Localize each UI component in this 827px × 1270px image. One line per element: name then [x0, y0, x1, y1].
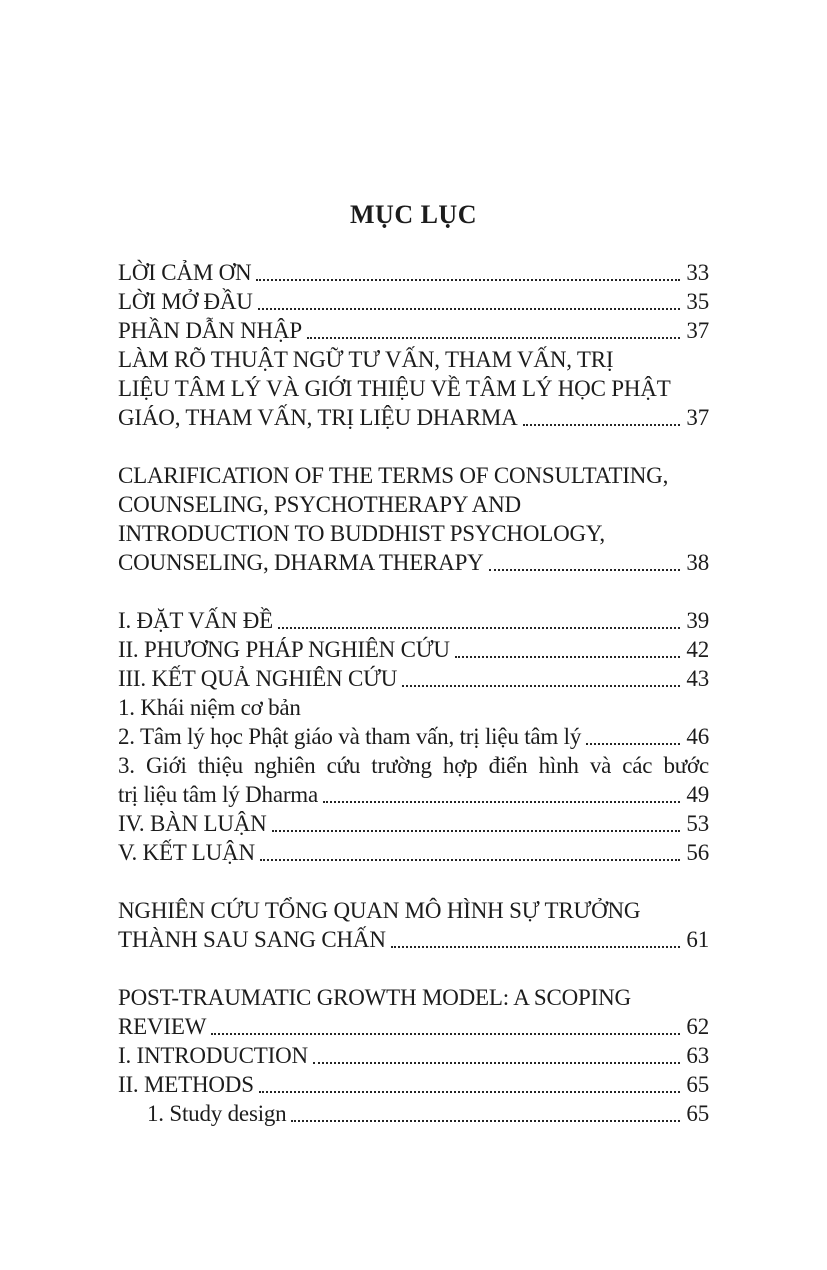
- dot-leader: [391, 946, 681, 948]
- toc-entry-text: II. METHODS: [118, 1072, 254, 1097]
- toc-entry: [118, 548, 709, 577]
- toc-entry-text: trị liệu tâm lý Dharma: [118, 782, 318, 807]
- dot-leader: [259, 1091, 681, 1093]
- toc-entry-page: 56: [686, 840, 709, 865]
- dot-leader: [586, 743, 680, 745]
- toc-entry: [118, 780, 709, 809]
- toc-entry-page: 46: [686, 724, 709, 749]
- toc-entry-text: LÀM RÕ THUẬT NGỮ TƯ VẤN, THAM VẤN, TRỊ: [118, 347, 614, 372]
- dot-leader: [523, 424, 681, 426]
- toc-entry-page: 35: [686, 289, 709, 314]
- toc-entry: [118, 606, 709, 635]
- dot-leader: [211, 1033, 680, 1035]
- dot-leader: [307, 337, 680, 339]
- toc-entry: [118, 1070, 709, 1099]
- toc-entry-page: 65: [686, 1101, 709, 1126]
- toc-entry-text: POST-TRAUMATIC GROWTH MODEL: A SCOPING: [118, 985, 631, 1010]
- dot-leader: [291, 1120, 680, 1122]
- toc-entry-text: 1. Khái niệm cơ bản: [118, 695, 301, 720]
- toc-entry-text: GIÁO, THAM VẤN, TRỊ LIỆU DHARMA: [118, 405, 518, 430]
- dot-leader: [402, 685, 680, 687]
- toc-entry: [118, 461, 709, 490]
- toc-entry-text: THÀNH SAU SANG CHẤN: [118, 927, 386, 952]
- toc-entry-text: 1. Study design: [147, 1101, 287, 1126]
- toc-entry-page: 61: [686, 927, 709, 952]
- toc-entry: [118, 664, 709, 693]
- toc-entry: [118, 1099, 709, 1128]
- toc-entry-page: 49: [686, 782, 709, 807]
- toc-entry-text: NGHIÊN CỨU TỔNG QUAN MÔ HÌNH SỰ TRƯỞNG: [118, 898, 641, 923]
- toc-entry-page: 62: [686, 1014, 709, 1039]
- toc-entry-page: 37: [686, 405, 709, 430]
- toc-entry: [118, 635, 709, 664]
- toc-entry-text: PHẦN DẪN NHẬP: [118, 318, 302, 343]
- toc-entry-text: REVIEW: [118, 1014, 207, 1039]
- toc-entry-text: I. INTRODUCTION: [118, 1043, 308, 1068]
- dot-leader: [272, 830, 681, 832]
- toc-entry: [118, 490, 709, 519]
- toc-entry: [118, 258, 709, 287]
- toc-entry-page: 63: [686, 1043, 709, 1068]
- toc-entry-page: 39: [686, 608, 709, 633]
- dot-leader: [260, 859, 681, 861]
- toc-entry: [118, 722, 709, 751]
- toc-entry-page: 43: [686, 666, 709, 691]
- dot-leader: [455, 656, 681, 658]
- dot-leader: [489, 569, 681, 571]
- toc-entry-page: 65: [686, 1072, 709, 1097]
- toc-entry: [118, 519, 709, 548]
- toc-entry: [118, 896, 709, 925]
- toc-entry: [118, 983, 709, 1012]
- toc-entry: [118, 925, 709, 954]
- toc-entry: [118, 751, 709, 780]
- toc-entry-page: 33: [686, 260, 709, 285]
- toc-entry-text: 2. Tâm lý học Phật giáo và tham vấn, trị liệu tâm lý: [118, 724, 582, 749]
- toc-entry: [118, 1012, 709, 1041]
- toc-entry-page: 37: [686, 318, 709, 343]
- toc-entry: [118, 1041, 709, 1070]
- toc-entry-page: 53: [686, 811, 709, 836]
- toc-entry-text: IV. BÀN LUẬN: [118, 811, 267, 836]
- toc-entry-text: LỜI MỞ ĐẦU: [118, 289, 253, 314]
- toc-entry-text: COUNSELING, DHARMA THERAPY: [118, 550, 484, 575]
- toc-entry: [118, 403, 709, 432]
- dot-leader: [278, 627, 680, 629]
- toc-entry-text: II. PHƯƠNG PHÁP NGHIÊN CỨU: [118, 637, 450, 662]
- toc-entry: [118, 809, 709, 838]
- toc-list: [118, 258, 709, 1128]
- toc-entry: [118, 374, 709, 403]
- dot-leader: [258, 308, 681, 310]
- toc-entry: [118, 316, 709, 345]
- toc-entry-text: CLARIFICATION OF THE TERMS OF CONSULTATING,: [118, 463, 669, 488]
- toc-entry: [118, 693, 709, 722]
- dot-leader: [313, 1062, 680, 1064]
- toc-entry-text: LỜI CẢM ƠN: [118, 260, 252, 285]
- toc-entry-text: III. KẾT QUẢ NGHIÊN CỨU: [118, 666, 398, 691]
- toc-entry-page: 38: [686, 550, 709, 575]
- toc-entry-text: INTRODUCTION TO BUDDHIST PSYCHOLOGY,: [118, 521, 605, 546]
- toc-entry: [118, 838, 709, 867]
- dot-leader: [256, 279, 680, 281]
- toc-entry-text: COUNSELING, PSYCHOTHERAPY AND: [118, 492, 521, 517]
- toc-entry: [118, 287, 709, 316]
- toc-entry-page: 42: [686, 637, 709, 662]
- page-title: MỤC LỤC: [350, 200, 477, 229]
- toc-entry-text: I. ĐẶT VẤN ĐỀ: [118, 608, 273, 633]
- dot-leader: [323, 801, 680, 803]
- toc-entry-text: 3. Giới thiệu nghiên cứu trường hợp điển hình và các bước: [118, 753, 709, 778]
- toc-entry-text: V. KẾT LUẬN: [118, 840, 255, 865]
- toc-entry-text: LIỆU TÂM LÝ VÀ GIỚI THIỆU VỀ TÂM LÝ HỌC PHẬT: [118, 376, 671, 401]
- toc-entry: [118, 345, 709, 374]
